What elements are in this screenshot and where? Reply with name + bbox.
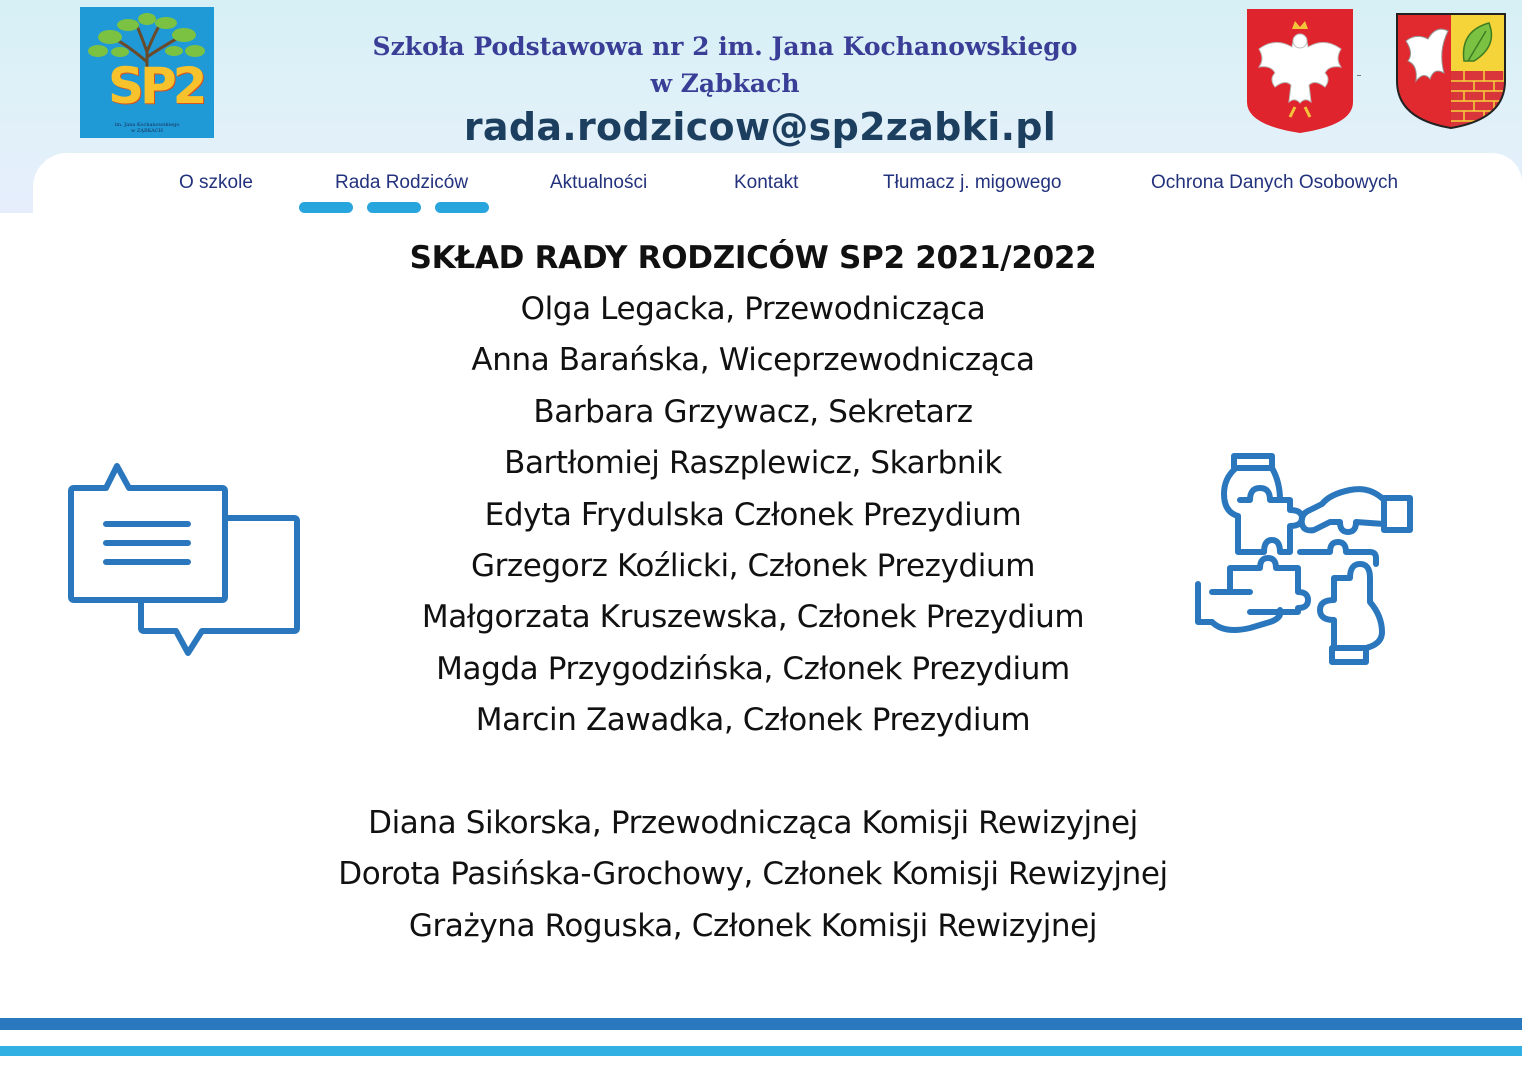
zabki-coat-of-arms-icon [1394,11,1508,131]
polish-eagle-emblem-icon [1245,7,1355,134]
active-indicator-pill [367,202,421,213]
school-title-line1: Szkoła Podstawowa nr 2 im. Jana Kochanowskiego [372,32,1078,61]
member-line: Bartłomiej Raszplewicz, Skarbnik [504,445,1002,482]
council-members [250,233,1256,952]
nav-item-rada-rodzicow[interactable]: Rada Rodziców [335,172,469,193]
member-line: Magda Przygodzińska, Członek Prezydium [436,650,1070,687]
member-line: Anna Barańska, Wiceprzewodnicząca [471,342,1035,379]
member-line: Barbara Grzywacz, Sekretarz [533,393,973,430]
nav-item-ochrona-danych[interactable]: Ochrona Danych Osobowych [1151,172,1399,193]
commission-member-line: Dorota Pasińska-Grochowy, Członek Komisji Rewizyjnej [338,856,1168,893]
nav-item-aktualnosci[interactable]: Aktualności [550,172,648,193]
logo-caption-line1: im. Jana Kochanowskiego [114,122,180,128]
school-title-line2: w Ząbkach [650,69,800,98]
nav-item-tlumacz[interactable]: Tłumacz j. migowego [883,172,1062,193]
section-spacer [250,747,1256,798]
logo-text: SP2 [108,57,204,115]
nav-item-o-szkole[interactable]: O szkole [179,172,253,193]
member-line: Edyta Frydulska Członek Prezydium [484,496,1022,533]
chat-bubbles-icon [64,461,304,661]
page-title: SKŁAD RADY RODZICÓW SP2 2021/2022 [409,240,1097,276]
active-indicator-pill [435,202,489,213]
separator-dash [1357,75,1361,76]
footer-stripe-dark [0,1018,1522,1030]
school-logo[interactable] [80,7,214,138]
puzzle-hands-icon [1190,452,1420,672]
member-line: Marcin Zawadka, Członek Prezydium [475,702,1031,739]
logo-caption-line2: w ZĄBKACH [131,128,163,134]
member-line: Małgorzata Kruszewska, Członek Prezydium [421,599,1085,636]
school-title [300,28,1150,102]
commission-member-line: Diana Sikorska, Przewodnicząca Komisji Rewizyjnej [368,804,1138,841]
member-line: Olga Legacka, Przewodnicząca [520,291,986,327]
main-navigation [0,172,1522,202]
footer-stripe-light [0,1046,1522,1056]
email-address[interactable]: rada.rodzicow@sp2zabki.pl [463,105,1057,149]
member-line: Grzegorz Koźlicki, Członek Prezydium [470,547,1036,584]
commission-member-line: Grażyna Roguska, Członek Komisji Rewizyjnej [408,907,1098,944]
active-indicator-pill [299,202,353,213]
nav-item-kontakt[interactable]: Kontakt [734,172,799,193]
